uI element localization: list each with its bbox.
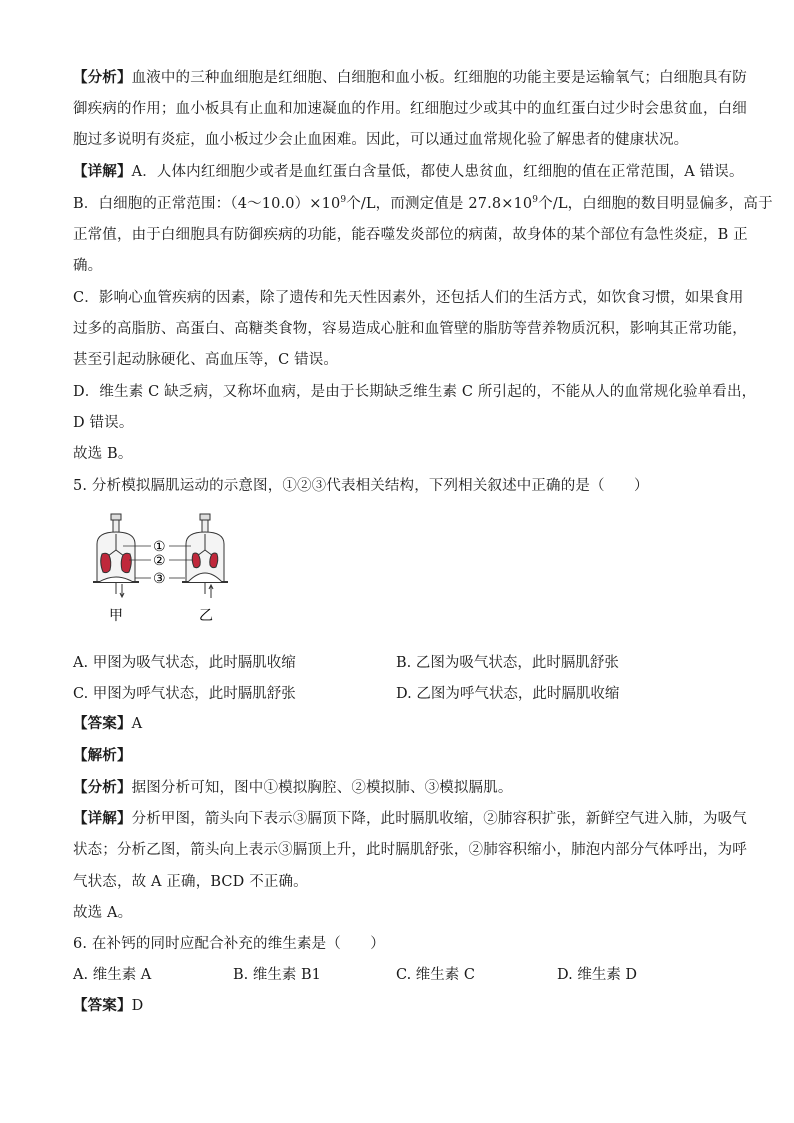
q6-option-c: C. 维生素 C bbox=[396, 967, 475, 983]
q5-detail-1: 【详解】分析甲图，箭头向下表示③膈顶下降，此时膈肌收缩，②肺容积扩张，新鲜空气进入肺，为吸气 bbox=[73, 810, 747, 827]
detail-tag: 【详解】 bbox=[73, 163, 132, 180]
q6-option-a: A. 维生素 A bbox=[73, 967, 152, 983]
q6-answer: 【答案】D bbox=[73, 997, 144, 1014]
conclusion-line: 故选 B。 bbox=[73, 446, 133, 462]
detail-line-d2: D 错误。 bbox=[73, 415, 134, 431]
analysis-tag: 【分析】 bbox=[73, 69, 132, 86]
q5-detail-3: 气状态，故 A 正确，BCD 不正确。 bbox=[73, 874, 308, 890]
q5-conclusion: 故选 A。 bbox=[73, 905, 133, 921]
detail-line-b1: B．白细胞的正常范围：$(4\sim 10.0)\times 10^9$个/L，而测定值是 $27.8\times 10^9$个/L，白细胞的数目明显偏多，高于 bbox=[73, 195, 773, 212]
analysis-line-2: 御疾病的作用；血小板具有止血和加速凝血的作用。红细胞过少或其中的血红蛋白过少时会患贫血，白细 bbox=[73, 101, 747, 117]
q5-answer: 【答案】A bbox=[73, 715, 143, 732]
q5-option-a: A. 甲图为吸气状态，此时膈肌收缩 bbox=[73, 655, 296, 671]
q5-option-b: B. 乙图为吸气状态，此时膈肌舒张 bbox=[396, 655, 619, 671]
q6-option-d: D. 维生素 D bbox=[557, 967, 638, 983]
question-6-stem: 6. 在补钙的同时应配合补充的维生素是（ ） bbox=[73, 936, 385, 952]
figure-caption-yi: 乙 bbox=[199, 608, 213, 624]
diaphragm-model-svg bbox=[85, 512, 245, 627]
diaphragm-model-figure bbox=[85, 512, 245, 627]
detail-line-b2: 正常值，由于白细胞具有防御疾病的功能，能吞噬发炎部位的病菌，故身体的某个部位有急性炎症，B 正 bbox=[73, 227, 748, 243]
q5-jiexi: 【解析】 bbox=[73, 747, 132, 764]
q5-detail-2: 状态；分析乙图，箭头向上表示③膈顶上升，此时膈肌舒张，②肺容积缩小，肺泡内部分气体呼出，为呼 bbox=[73, 842, 747, 858]
figure-label-1: ① bbox=[153, 539, 166, 555]
detail-line-c2: 过多的高脂肪、高蛋白、高糖类食物，容易造成心脏和血管壁的脂肪等营养物质沉积，影响其正常功能， bbox=[73, 321, 747, 337]
jar-jia bbox=[93, 514, 139, 597]
detail-line-b3: 确。 bbox=[73, 258, 103, 274]
q5-option-d: D. 乙图为呼气状态，此时膈肌收缩 bbox=[396, 686, 620, 702]
detail-line-a: 【详解】A．人体内红细胞少或者是血红蛋白含量低，都使人患贫血，红细胞的值在正常范围，A 错误。 bbox=[73, 163, 744, 180]
detail-line-c3: 甚至引起动脉硬化、高血压等，C 错误。 bbox=[73, 352, 339, 368]
detail-line-d1: D．维生素 C 缺乏病，又称坏血病，是由于长期缺乏维生素 C 所引起的，不能从人的血常规化验单看出， bbox=[73, 384, 757, 400]
q5-option-c: C. 甲图为呼气状态，此时膈肌舒张 bbox=[73, 686, 296, 702]
figure-label-2: ② bbox=[153, 553, 166, 569]
question-5-stem: 5. 分析模拟膈肌运动的示意图，①②③代表相关结构，下列相关叙述中正确的是（ ） bbox=[73, 478, 649, 494]
figure-label-3: ③ bbox=[153, 571, 166, 587]
analysis-line-1: 【分析】血液中的三种血细胞是红细胞、白细胞和血小板。红细胞的功能主要是运输氧气；白细胞具有防 bbox=[73, 69, 747, 86]
figure-caption-jia: 甲 bbox=[109, 608, 123, 624]
q5-analysis: 【分析】据图分析可知，图中①模拟胸腔、②模拟肺、③模拟膈肌。 bbox=[73, 779, 513, 796]
q6-option-b: B. 维生素 B1 bbox=[233, 967, 321, 983]
analysis-line-3: 胞过多说明有炎症，血小板过少会止血困难。因此，可以通过血常规化验了解患者的健康状况。 bbox=[73, 132, 689, 148]
detail-line-c1: C．影响心血管疾病的因素，除了遗传和先天性因素外，还包括人们的生活方式，如饮食习惯，如果食用 bbox=[73, 290, 744, 306]
jar-yi bbox=[182, 514, 228, 598]
